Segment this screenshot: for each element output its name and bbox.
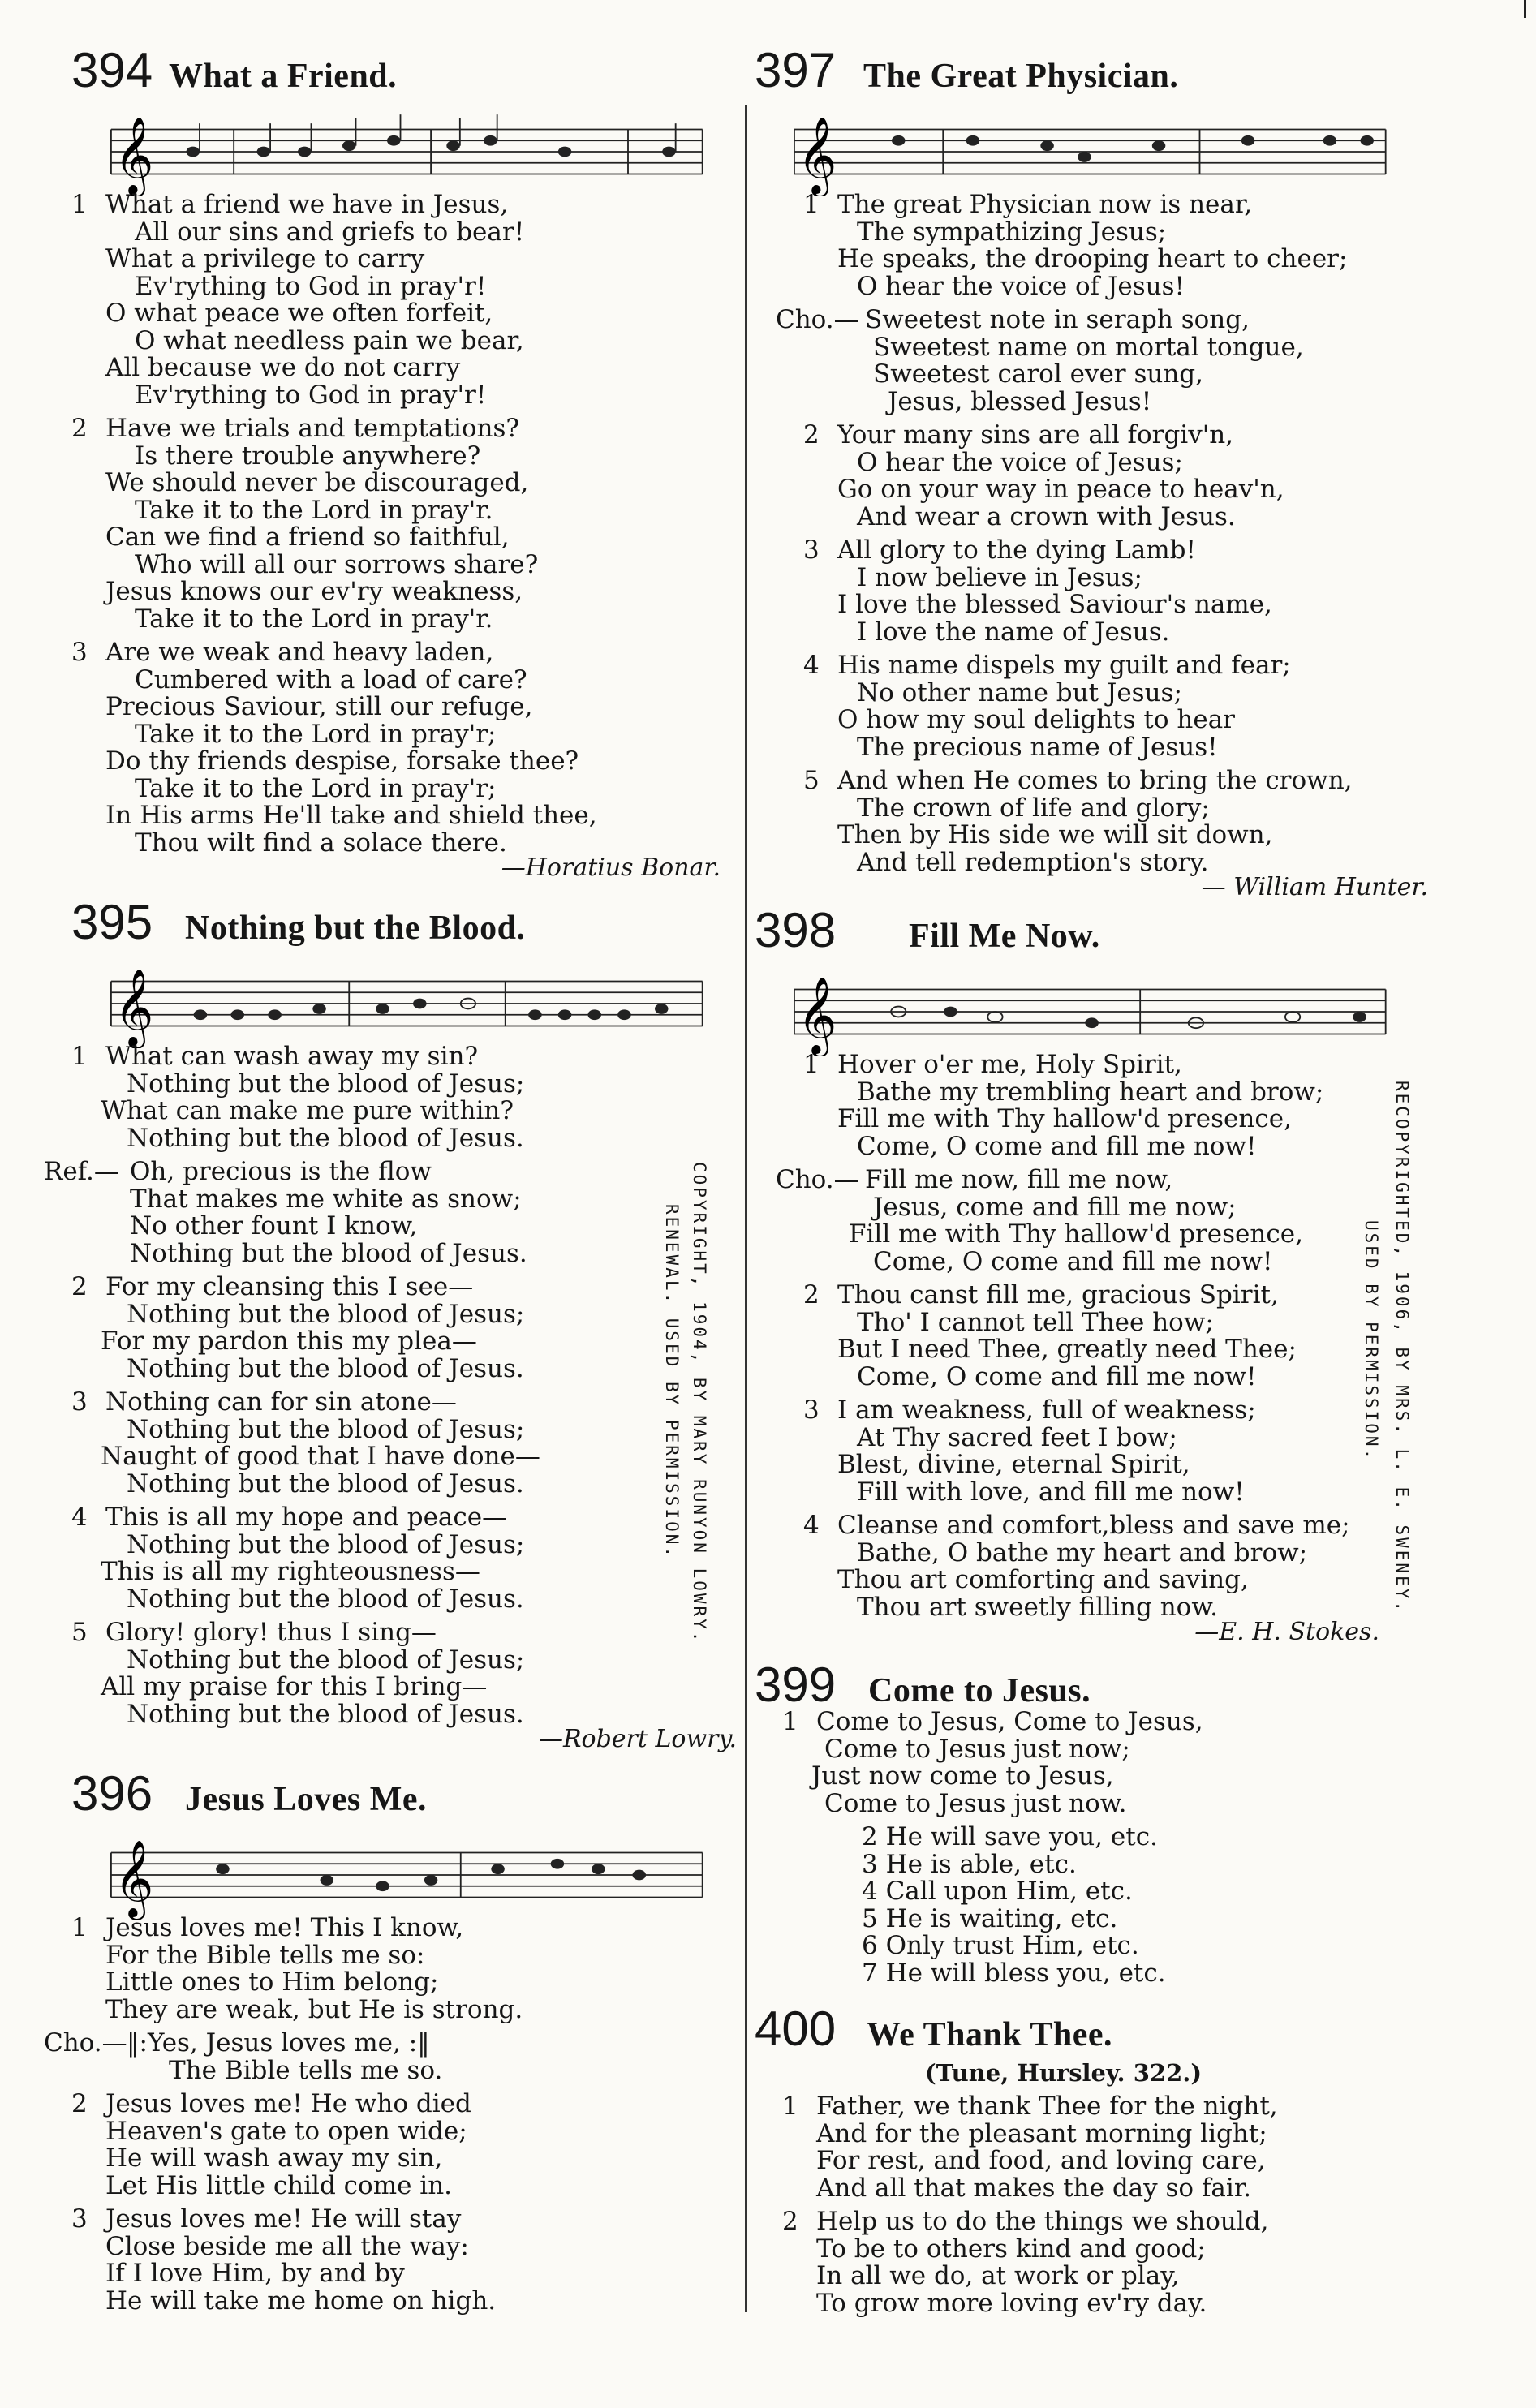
- lyric-line: Nothing but the blood of Jesus;: [127, 1069, 525, 1099]
- lyric-line: In His arms He'll take and shield thee,: [105, 801, 597, 830]
- copyright-notice: [1362, 1220, 1381, 1461]
- lyric-line: Is there trouble anywhere?: [135, 441, 481, 471]
- verse: [71, 1389, 737, 1498]
- hymn-number: 398: [755, 903, 837, 957]
- lyric-line: O what peace we often forfeit,: [105, 299, 493, 328]
- lyric-line: For the Bible tells me so:: [105, 1940, 425, 1970]
- music-staff: [76, 1830, 734, 1920]
- verse: [71, 2206, 737, 2315]
- lyric-line: Jesus, blessed Jesus!: [888, 386, 1152, 416]
- lyric-line: ‖:Yes, Jesus loves me, :‖: [127, 2028, 430, 2058]
- verse: [44, 1159, 737, 1267]
- verse: [803, 768, 1428, 876]
- verse-number: 4: [71, 1503, 88, 1532]
- lyric-line: To be to others kind and good;: [816, 2234, 1206, 2264]
- copyright-line: RENEWAL. USED BY PERMISSION.: [662, 1204, 682, 1560]
- svg-text:𝄞: 𝄞: [114, 1839, 154, 1918]
- lyric-line: The precious name of Jesus!: [857, 732, 1218, 762]
- hymn-number: 394: [71, 43, 153, 97]
- lyric-line: What a privilege to carry: [105, 244, 425, 273]
- verse: [71, 2091, 737, 2199]
- verse: [71, 415, 737, 633]
- music-staff: [76, 107, 734, 196]
- lyric-line: Naught of good that I have done—: [101, 1442, 540, 1471]
- verse: [803, 652, 1428, 761]
- refrain-label: Ref.—: [44, 1157, 119, 1186]
- hymn-396: [44, 1765, 737, 2318]
- verse-summary: 4 Call upon Him, etc.: [862, 1877, 1133, 1906]
- svg-text:𝄞: 𝄞: [797, 116, 837, 195]
- chorus-label: Cho.—: [44, 2028, 127, 2058]
- lyric-line: Are we weak and heavy laden,: [105, 638, 494, 667]
- lyric-line: Close beside me all the way:: [105, 2231, 469, 2261]
- lyric-line: Go on your way in peace to heav'n,: [837, 475, 1284, 504]
- lyric-line: Come to Jesus just now.: [824, 1788, 1127, 1818]
- lyric-line: No other fount I know,: [130, 1211, 418, 1241]
- verse: [776, 307, 1428, 415]
- lyric-line: Little ones to Him belong;: [105, 1967, 439, 1997]
- verse-number: 1: [803, 1050, 820, 1079]
- lyric-line: For my pardon this my plea—: [101, 1327, 477, 1356]
- lyric-line: Thou art sweetly filling now.: [857, 1592, 1219, 1622]
- hymn-title: Come to Jesus.: [868, 1672, 1091, 1709]
- lyric-line: His name dispels my guilt and fear;: [837, 651, 1291, 680]
- verse: [803, 1051, 1428, 1160]
- hymn-verses: [44, 1913, 737, 2316]
- lyric-line: Jesus loves me! He who died: [105, 2089, 471, 2118]
- lyric-line: Nothing but the blood of Jesus;: [127, 1414, 525, 1444]
- verse: [71, 639, 737, 857]
- verse-number: 3: [803, 535, 820, 565]
- lyric-line: He will wash away my sin,: [105, 2144, 443, 2173]
- lyric-line: Take it to the Lord in pray'r;: [135, 719, 497, 749]
- lyric-line: Let His little child come in.: [105, 2170, 453, 2200]
- verse: [803, 1512, 1428, 1621]
- lyric-line: And for the pleasant morning light;: [816, 2118, 1267, 2148]
- verse-number: 3: [71, 2204, 88, 2234]
- verse: [44, 2030, 737, 2084]
- lyric-line: Do thy friends despise, forsake thee?: [105, 746, 579, 776]
- lyric-line: Thou canst fill me, gracious Spirit,: [837, 1280, 1279, 1309]
- hymn-number: 397: [755, 43, 837, 97]
- lyric-line: And tell redemption's story.: [857, 847, 1209, 877]
- verse: [782, 2208, 1428, 2317]
- hymn-title: The Great Physician.: [863, 58, 1179, 95]
- corner-mark: [1524, 0, 1526, 18]
- copyright-notice: [662, 1204, 682, 1559]
- lyric-line: What a friend we have in Jesus,: [105, 190, 509, 219]
- verse-summary: 5 He is waiting, etc.: [862, 1903, 1118, 1933]
- hymn-number: 400: [755, 2002, 837, 2056]
- lyric-line: I love the name of Jesus.: [857, 617, 1170, 647]
- lyric-line: Tho' I cannot tell Thee how;: [857, 1307, 1214, 1337]
- lyric-line: Ev'rything to God in pray'r!: [135, 380, 487, 410]
- hymn-395: [44, 894, 737, 1753]
- lyric-line: I now believe in Jesus;: [857, 562, 1142, 592]
- lyric-line: All because we do not carry: [105, 353, 461, 382]
- lyric-line: Cumbered with a load of care?: [135, 664, 527, 694]
- author-credit: — William Hunter.: [1201, 873, 1428, 901]
- verse-number: 1: [71, 190, 88, 219]
- lyric-line: Heaven's gate to open wide;: [105, 2116, 467, 2146]
- lyric-line: Can we find a friend so faithful,: [105, 522, 510, 552]
- verse-number: 1: [71, 1042, 88, 1071]
- lyric-line: The great Physician now is near,: [837, 190, 1253, 219]
- copyright-notice: [690, 1162, 709, 1644]
- lyric-line: Who will all our sorrows share?: [135, 549, 539, 579]
- lyric-line: O how my soul delights to hear: [837, 705, 1235, 734]
- lyric-line: Take it to the Lord in pray'r;: [135, 773, 497, 803]
- lyric-line: Thou art comforting and saving,: [837, 1565, 1249, 1594]
- lyric-line: Bathe my trembling heart and brow;: [857, 1077, 1324, 1107]
- left-column: [44, 0, 737, 2316]
- lyric-line: To grow more loving ev'ry day.: [816, 2288, 1207, 2318]
- lyric-line: Fill me now, fill me now,: [865, 1165, 1173, 1194]
- verse: [71, 1274, 737, 1382]
- lyric-line: Have we trials and temptations?: [105, 414, 519, 443]
- verse-number: 3: [71, 1387, 88, 1417]
- verse: [71, 1619, 737, 1728]
- lyric-line: And when He comes to bring the crown,: [837, 766, 1353, 795]
- lyric-line: Nothing but the blood of Jesus.: [127, 1699, 524, 1729]
- lyric-line: Then by His side we will sit down,: [837, 820, 1273, 849]
- copyright-line: USED BY PERMISSION.: [1362, 1220, 1381, 1462]
- lyric-line: Glory! glory! thus I sing—: [105, 1618, 437, 1647]
- lyric-line: What can make me pure within?: [101, 1096, 514, 1125]
- column-divider: [745, 105, 747, 2312]
- lyric-line: Fill me with Thy hallow'd presence,: [837, 1104, 1292, 1133]
- hymn-399: [755, 1657, 1428, 1987]
- verse: [71, 1043, 737, 1152]
- verse-summary: 3 He is able, etc.: [862, 1849, 1077, 1879]
- verse-number: 4: [803, 1511, 820, 1540]
- lyric-line: Jesus knows our ev'ry weakness,: [105, 577, 523, 606]
- verse-number: 2: [71, 2089, 88, 2118]
- verse-summary: 2 He will save you, etc.: [862, 1822, 1158, 1851]
- verse-number: 1: [71, 1913, 88, 1942]
- verse-number: 2: [803, 1280, 820, 1309]
- hymn-verses: [44, 1042, 737, 1753]
- lyric-line: Nothing but the blood of Jesus;: [127, 1299, 525, 1329]
- verse-number: 5: [71, 1618, 88, 1647]
- lyric-line: Fill me with Thy hallow'd presence,: [849, 1219, 1303, 1249]
- lyric-line: Come, O come and fill me now!: [857, 1361, 1257, 1391]
- hymn-verses: [71, 191, 737, 881]
- verse: [776, 1167, 1428, 1275]
- lyric-line: The Bible tells me so.: [169, 2055, 443, 2085]
- lyric-line: Jesus loves me! He will stay: [105, 2204, 462, 2234]
- verse-summary: 7 He will bless you, etc.: [862, 1958, 1166, 1988]
- copyright-notice: [1392, 1081, 1412, 1614]
- lyric-line: But I need Thee, greatly need Thee;: [837, 1335, 1297, 1364]
- lyric-line: For my cleansing this I see—: [105, 1272, 474, 1301]
- lyric-line: Take it to the Lord in pray'r.: [135, 604, 493, 634]
- author-credit: —E. H. Stokes.: [1194, 1618, 1379, 1646]
- lyric-line: And wear a crown with Jesus.: [857, 501, 1236, 531]
- hymn-title: Nothing but the Blood.: [185, 909, 526, 947]
- author-credit: —Horatius Bonar.: [501, 854, 721, 882]
- copyright-line: COPYRIGHT, 1904, BY MARY RUNYON LOWRY.: [690, 1162, 709, 1645]
- hymn-number: 395: [71, 895, 153, 949]
- verse-number: 5: [803, 766, 820, 795]
- lyric-line: Thou wilt find a solace there.: [135, 828, 507, 858]
- lyric-line: All my praise for this I bring—: [101, 1672, 488, 1701]
- music-staff: [759, 107, 1417, 196]
- verse: [71, 1915, 737, 2023]
- lyric-line: Come to Jesus, Come to Jesus,: [816, 1707, 1203, 1736]
- hymn-400: [755, 2001, 1428, 2320]
- lyric-line: I am weakness, full of weakness;: [837, 1395, 1256, 1425]
- lyric-line: I love the blessed Saviour's name,: [837, 590, 1272, 619]
- lyric-line: Precious Saviour, still our refuge,: [105, 692, 533, 721]
- lyric-line: Nothing but the blood of Jesus.: [127, 1123, 524, 1153]
- lyric-line: This is all my righteousness—: [101, 1557, 480, 1586]
- lyric-line: All glory to the dying Lamb!: [837, 535, 1196, 565]
- verse-summary-list: [862, 1824, 1428, 1987]
- lyric-line: For rest, and food, and loving care,: [816, 2146, 1266, 2175]
- verse-number: 1: [782, 2092, 798, 2121]
- svg-text:𝄞: 𝄞: [114, 116, 154, 195]
- verse: [782, 2093, 1428, 2202]
- verse: [803, 422, 1428, 531]
- tune-reference: (Tune, Hursley. 322.): [925, 2059, 1203, 2087]
- svg-text:𝄞: 𝄞: [114, 968, 154, 1047]
- lyric-line: Take it to the Lord in pray'r.: [135, 495, 493, 525]
- hymn-title: Jesus Loves Me.: [185, 1781, 427, 1818]
- lyric-line: Sweetest name on mortal tongue,: [873, 332, 1304, 362]
- verse-number: 2: [71, 414, 88, 443]
- lyric-line: Come, O come and fill me now!: [857, 1131, 1257, 1161]
- lyric-line: What can wash away my sin?: [105, 1042, 479, 1071]
- lyric-line: Your many sins are all forgiv'n,: [837, 420, 1234, 449]
- author-credit: —Robert Lowry.: [538, 1725, 737, 1753]
- music-staff: [759, 967, 1417, 1056]
- lyric-line: Nothing but the blood of Jesus;: [127, 1645, 525, 1675]
- lyric-line: Just now come to Jesus,: [811, 1761, 1114, 1791]
- hymn-398: [755, 902, 1428, 1645]
- verse-number: 1: [782, 1707, 798, 1736]
- hymn-number: 396: [71, 1766, 153, 1821]
- verse: [782, 1709, 1428, 1817]
- verse-number: 3: [71, 638, 88, 667]
- verse-number: 2: [782, 2207, 798, 2236]
- lyric-line: If I love Him, by and by: [105, 2259, 405, 2288]
- lyric-line: They are weak, but He is strong.: [105, 1994, 523, 2024]
- lyric-line: All our sins and griefs to bear!: [135, 217, 525, 247]
- svg-text:𝄞: 𝄞: [797, 976, 837, 1055]
- verse-summary: 6 Only trust Him, etc.: [862, 1931, 1139, 1960]
- lyric-line: Blest, divine, eternal Spirit,: [837, 1450, 1190, 1479]
- lyric-line: Cleanse and comfort,bless and save me;: [837, 1511, 1350, 1540]
- lyric-line: Oh, precious is the flow: [130, 1157, 432, 1186]
- hymn-number: 399: [755, 1658, 837, 1712]
- verse-number: 2: [803, 420, 820, 449]
- verse-number: 1: [803, 190, 820, 219]
- lyric-line: Come to Jesus just now;: [824, 1734, 1130, 1764]
- lyric-line: Nothing but the blood of Jesus.: [127, 1584, 524, 1614]
- lyric-line: Help us to do the things we should,: [816, 2207, 1269, 2236]
- lyric-line: Hover o'er me, Holy Spirit,: [837, 1050, 1182, 1079]
- lyric-line: Sweetest carol ever sung,: [873, 359, 1203, 389]
- lyric-line: Nothing but the blood of Jesus.: [127, 1353, 524, 1383]
- verse: [803, 1397, 1428, 1506]
- lyric-line: The sympathizing Jesus;: [857, 217, 1167, 247]
- lyric-line: Nothing but the blood of Jesus.: [130, 1238, 527, 1268]
- lyric-line: He speaks, the drooping heart to cheer;: [837, 244, 1348, 273]
- hymn-title: We Thank Thee.: [867, 2016, 1113, 2053]
- lyric-line: That makes me white as snow;: [130, 1184, 522, 1214]
- lyric-line: At Thy sacred feet I bow;: [857, 1422, 1177, 1452]
- hymn-title: What a Friend.: [169, 58, 398, 95]
- verse-number: 2: [71, 1272, 88, 1301]
- music-staff: [76, 959, 734, 1048]
- lyric-line: Nothing but the blood of Jesus.: [127, 1468, 524, 1499]
- verse: [803, 1282, 1428, 1391]
- lyric-line: Father, we thank Thee for the night,: [816, 2092, 1278, 2121]
- hymn-verses: [755, 1051, 1428, 1645]
- lyric-line: This is all my hope and peace—: [105, 1503, 508, 1532]
- lyric-line: And all that makes the day so fair.: [816, 2173, 1252, 2203]
- lyric-line: The crown of life and glory;: [857, 793, 1210, 823]
- lyric-line: Ev'rything to God in pray'r!: [135, 271, 487, 301]
- lyric-line: He will take me home on high.: [105, 2285, 497, 2316]
- verse: [71, 191, 737, 409]
- verse: [71, 1504, 737, 1613]
- chorus-label: Cho.—: [776, 305, 859, 334]
- verse-number: 3: [803, 1395, 820, 1425]
- hymn-verses: [755, 191, 1428, 901]
- chorus-label: Cho.—: [776, 1165, 859, 1194]
- lyric-line: O hear the voice of Jesus!: [857, 271, 1185, 301]
- lyric-line: Nothing but the blood of Jesus;: [127, 1529, 525, 1559]
- hymn-394: [71, 42, 737, 881]
- hymn-397: [755, 42, 1428, 901]
- lyric-line: O what needless pain we bear,: [135, 325, 524, 355]
- lyric-line: Jesus loves me! This I know,: [105, 1913, 464, 1942]
- lyric-line: Bathe, O bathe my heart and brow;: [857, 1537, 1308, 1567]
- lyric-line: O hear the voice of Jesus;: [857, 447, 1184, 477]
- copyright-line: RECOPYRIGHTED, 1906, BY MRS. L. E. SWENEY.: [1392, 1081, 1412, 1615]
- verse: [803, 191, 1428, 300]
- lyric-line: We should never be discouraged,: [105, 468, 529, 497]
- lyric-line: Fill with love, and fill me now!: [857, 1477, 1245, 1507]
- verse-number: 4: [803, 651, 820, 680]
- lyric-line: In all we do, at work or play,: [816, 2261, 1180, 2290]
- lyric-line: Come, O come and fill me now!: [873, 1246, 1273, 1276]
- lyric-line: Sweetest note in seraph song,: [865, 305, 1250, 334]
- hymn-title: Fill Me Now.: [909, 918, 1100, 955]
- lyric-line: No other name but Jesus;: [857, 677, 1182, 707]
- lyric-line: Nothing can for sin atone—: [105, 1387, 457, 1417]
- lyric-line: Jesus, come and fill me now;: [873, 1192, 1237, 1222]
- verse: [803, 537, 1428, 646]
